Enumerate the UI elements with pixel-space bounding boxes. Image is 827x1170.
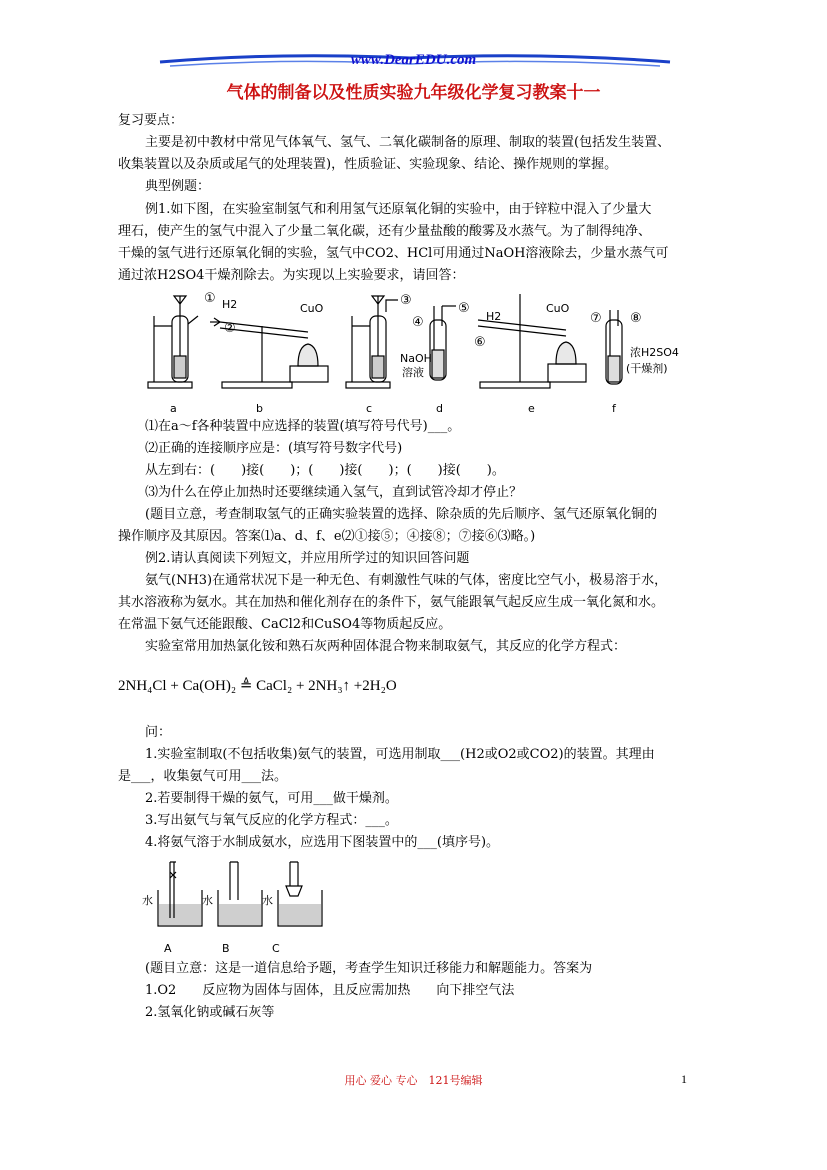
beaker-figure xyxy=(140,856,340,956)
beaker-b xyxy=(218,862,262,926)
tag-6: ⑥ xyxy=(474,335,486,350)
text-line: 例1.如下图，在实验室制氢气和利用氢气还原氧化铜的实验中，由于锌粒中混入了少量大 xyxy=(145,202,652,217)
label-B: B xyxy=(222,942,230,955)
question-k1-cont: 是___，收集氨气可用___法。 xyxy=(118,769,288,784)
answer-line: (题目立意，考查制取氢气的正确实验装置的选择、除杂质的先后顺序、氢气还原氧化铜的 xyxy=(145,507,658,522)
question-2-blanks: 从左到右：( )接( )；( )接( )；( )接( )。 xyxy=(145,463,505,478)
apparatus-d xyxy=(430,306,456,380)
chemical-equation: 2NH₄Cl + Ca(OH)₂ ≜ CaCl₂ + 2NH₃↑ +2H₂O xyxy=(118,678,397,694)
label-a: a xyxy=(170,402,177,415)
beaker-c xyxy=(278,862,322,926)
text-line: 实验室常用加热氯化铵和熟石灰两种固体混合物来制取氨气，其反应的化学方程式： xyxy=(145,639,627,654)
tag-1: ① xyxy=(204,291,216,306)
page-title: 气体的制备以及性质实验九年级化学复习教案十一 xyxy=(226,83,601,103)
page-number: 1 xyxy=(681,1072,687,1086)
text-line: 理石，使产生的氢气中混入了少量二氧化碳，还有少量盐酸的酸雾及水蒸气。为了制得纯净、 xyxy=(118,224,652,239)
label-f: f xyxy=(612,402,616,415)
tag-7: ⑦ xyxy=(590,311,602,326)
label-d: d xyxy=(436,402,443,415)
label-h2so4: 浓H2SO4 xyxy=(630,346,679,359)
text-line: 在常温下氨气还能跟酸、CaCl2和CuSO4等物质起反应。 xyxy=(118,617,452,632)
label-drying-agent: (干燥剂) xyxy=(626,362,668,375)
tag-4: ④ xyxy=(412,315,424,330)
apparatus-e xyxy=(478,294,586,388)
question-k3: 3.写出氨气与氧气反应的化学方程式：___。 xyxy=(145,813,398,828)
text-line: 其水溶液称为氨水。其在加热和催化剂存在的条件下，氨气能跟氧气起反应生成一氧化氮和水。 xyxy=(118,595,665,610)
label-b: b xyxy=(256,402,263,415)
tag-3: ③ xyxy=(400,293,412,308)
label-water-b: 水 xyxy=(202,894,213,907)
ask-label: 问： xyxy=(145,725,172,740)
label-A: A xyxy=(164,942,172,955)
label-water-c: 水 xyxy=(262,894,273,907)
example-2: 例2.请认真阅读下列短文，并应用所学过的知识回答问题 xyxy=(145,551,470,566)
label-c: c xyxy=(366,402,373,415)
text-line: 氨气(NH3)在通常状况下是一种无色、有刺激性气味的气体，密度比空气小，极易溶于水， xyxy=(145,573,668,588)
text-line: 干燥的氢气进行还原氧化铜的实验，氢气中CO2、HCl可用通过NaOH溶液除去，少量水蒸气可 xyxy=(118,246,669,261)
text-line: 通过浓H2SO4干燥剂除去。为实现以上实验要求，请回答： xyxy=(118,268,465,283)
question-2: ⑵正确的连接顺序应是：(填写符号数字代号) xyxy=(145,441,403,456)
question-k1: 1.实验室制取(不包括收集)氨气的装置，可选用制取___(H2或O2或CO2)的装置。其理由 xyxy=(145,747,655,762)
apparatus-a xyxy=(148,296,198,388)
tag-2: ② xyxy=(224,321,236,336)
text-line: 典型例题： xyxy=(145,179,211,194)
label-naoh: NaOH xyxy=(400,352,432,365)
tag-8: ⑧ xyxy=(630,311,642,326)
apparatus-figure xyxy=(130,286,679,416)
label-h2-e: H2 xyxy=(486,310,502,323)
text-line: 复习要点： xyxy=(118,113,184,128)
apparatus-f xyxy=(606,310,622,384)
site-url[interactable]: www.DearEDU.com xyxy=(350,52,477,68)
label-water-a: 水 xyxy=(142,894,153,907)
question-3: ⑶为什么在停止加热时还要继续通入氢气，直到试管冷却才停止？ xyxy=(145,485,523,500)
text-line: 收集装置以及杂质或尾气的处理装置)，性质验证、实验现象、结论、操作规则的掌握。 xyxy=(118,157,618,172)
label-C: C xyxy=(272,942,280,955)
label-cuo-e: CuO xyxy=(546,302,570,315)
solution-1: 1.O2 反应物为固体与固体，且反应需加热 向下排空气法 xyxy=(145,983,515,998)
text-line: 主要是初中教材中常见气体氧气、氢气、二氧化碳制备的原理、制取的装置(包括发生装置、 xyxy=(145,135,671,150)
tag-5: ⑤ xyxy=(458,301,470,316)
answer-line: 操作顺序及其原因。答案⑴a、d、f、e⑵①接⑤；④接⑧；⑦接⑥⑶略。) xyxy=(118,529,536,544)
solution-intro: (题目立意：这是一道信息给予题，考查学生知识迁移能力和解题能力。答案为 xyxy=(145,961,593,976)
question-k4: 4.将氨气溶于水制成氨水，应选用下图装置中的___(填序号)。 xyxy=(145,835,500,850)
label-naoh-solution: 溶液 xyxy=(402,366,424,379)
question-1: ⑴在a～f各种装置中应选择的装置(填写符号代号)___。 xyxy=(145,419,461,434)
solution-2: 2.氢氧化钠或碱石灰等 xyxy=(145,1005,275,1020)
label-h2-b: H2 xyxy=(222,298,238,311)
footer-text: 用心 爱心 专心 121号编辑 xyxy=(344,1074,483,1087)
beaker-a xyxy=(158,862,202,926)
question-k2: 2.若要制得干燥的氨气，可用___做干燥剂。 xyxy=(145,791,398,806)
apparatus-c xyxy=(346,296,398,388)
label-e: e xyxy=(528,402,535,415)
label-cuo-b: CuO xyxy=(300,302,324,315)
